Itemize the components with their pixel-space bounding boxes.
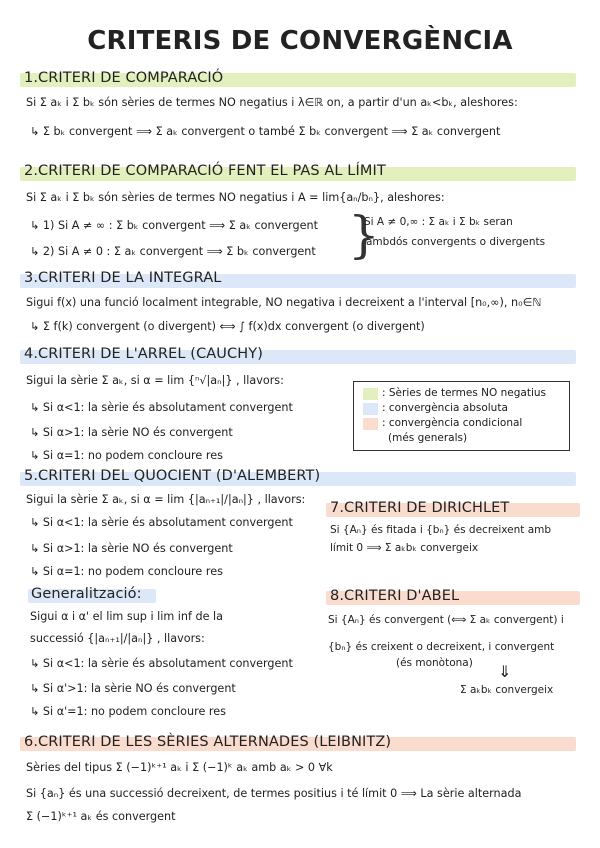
generalization-line-2: successió {|aₙ₊₁|/|aₙ|} , llavors: — [30, 632, 205, 645]
section-5-heading: 5.CRITERI DEL QUOCIENT (D'ALEMBERT) — [24, 468, 321, 484]
section-5-line-4: ↳ Si α=1: no podem concloure res — [30, 565, 223, 578]
section-5-line-2: ↳ Si α<1: la sèrie és absolutament convergent — [30, 516, 293, 529]
section-4-heading: 4.CRITERI DE L'ARREL (CAUCHY) — [24, 346, 263, 362]
legend-swatch-green — [363, 388, 378, 400]
section-7-heading: 7.CRITERI DE DIRICHLET — [330, 500, 510, 516]
legend-text-3: : convergència condicional — [382, 417, 523, 429]
section-4-line-1: Sigui la sèrie Σ aₖ, si α = lim {ⁿ√|aₙ|} , llavors: — [26, 374, 284, 387]
section-2-line-3: ↳ 2) Si A ≠ 0 : Σ aₖ convergent ⟹ Σ bₖ convergent — [30, 245, 316, 258]
section-3-heading: 3.CRITERI DE LA INTEGRAL — [24, 270, 222, 286]
generalization-heading: Generalització: — [31, 586, 142, 602]
section-6-line-2: Si {aₙ} és una successió decreixent, de termes positius i té límit 0 ⟹ La sèrie alternada — [26, 787, 522, 800]
section-4-line-4: ↳ Si α=1: no podem concloure res — [30, 449, 223, 462]
section-1-line-2: ↳ Σ bₖ convergent ⟹ Σ aₖ convergent o també Σ bₖ convergent ⟹ Σ aₖ convergent — [30, 125, 501, 138]
legend-box — [353, 381, 570, 451]
section-2-line-2: ↳ 1) Si A ≠ ∞ : Σ bₖ convergent ⟹ Σ aₖ convergent — [30, 219, 318, 232]
section-6-line-3: Σ (−1)ᵏ⁺¹ aₖ és convergent — [26, 810, 176, 823]
generalization-line-5: ↳ Si α'=1: no podem concloure res — [30, 705, 226, 718]
section-2-line-1: Si Σ aₖ i Σ bₖ són sèries de termes NO negatius i A = lim{aₙ/bₙ}, aleshores: — [26, 191, 445, 204]
legend-text-2: : convergència absoluta — [382, 402, 508, 414]
section-8-line-1: Si {Aₙ} és convergent (⟺ Σ aₖ convergent) i — [328, 614, 564, 626]
section-1-line-1: Si Σ aₖ i Σ bₖ són sèries de termes NO negatius i λ∈ℝ on, a partir d'un aₖ<bₖ, aleshores: — [26, 96, 518, 109]
section-1-heading: 1.CRITERI DE COMPARACIÓ — [24, 70, 224, 86]
section-3-line-2: ↳ Σ f(k) convergent (o divergent) ⟺ ∫ f(x)dx convergent (o divergent) — [30, 320, 425, 333]
section-7-line-2: límit 0 ⟹ Σ aₖbₖ convergeix — [330, 542, 479, 554]
legend-text-1: : Sèries de termes NO negatius — [382, 387, 547, 399]
section-7-line-1: Si {Aₙ} és fitada i {bₙ} és decreixent amb — [330, 524, 552, 536]
section-5-line-1: Sigui la sèrie Σ aₖ, si α = lim {|aₙ₊₁|/|aₙ|} , llavors: — [26, 493, 306, 506]
generalization-line-3: ↳ Si α<1: la sèrie és absolutament convergent — [30, 657, 293, 670]
generalization-line-1: Sigui α i α' el lim sup i lim inf de la — [30, 610, 223, 623]
double-arrow-down-icon: ⇓ — [498, 662, 512, 681]
section-2-right-1: Si A ≠ 0,∞ : Σ aₖ i Σ bₖ seran — [364, 216, 513, 228]
section-8-line-2: {bₙ} és creixent o decreixent, i convergent — [328, 641, 555, 653]
section-2-heading: 2.CRITERI DE COMPARACIÓ FENT EL PAS AL LÍMIT — [24, 163, 386, 179]
section-5-line-3: ↳ Si α>1: la sèrie NO és convergent — [30, 542, 233, 555]
page-title: CRITERIS DE CONVERGÈNCIA — [87, 26, 513, 56]
section-8-line-3: (és monòtona) — [396, 657, 473, 669]
section-6-line-1: Sèries del tipus Σ (−1)ᵏ⁺¹ aₖ i Σ (−1)ᵏ aₖ amb aₖ > 0 ∀k — [26, 761, 333, 774]
legend-swatch-orange — [363, 418, 378, 430]
section-4-line-3: ↳ Si α>1: la sèrie NO és convergent — [30, 426, 233, 439]
section-6-heading: 6.CRITERI DE LES SÈRIES ALTERNADES (LEIBNITZ) — [24, 734, 392, 750]
brace-icon: } — [348, 206, 380, 264]
section-8-heading: 8.CRITERI D'ABEL — [330, 588, 460, 604]
generalization-line-4: ↳ Si α'>1: la sèrie NO és convergent — [30, 682, 236, 695]
legend-swatch-blue — [363, 403, 378, 415]
section-8-line-4: Σ aₖbₖ convergeix — [460, 684, 554, 696]
section-3-line-1: Sigui f(x) una funció localment integrable, NO negativa i decreixent a l'interval [n₀,∞), n₀∈ℕ — [26, 296, 542, 309]
section-4-line-2: ↳ Si α<1: la sèrie és absolutament convergent — [30, 401, 293, 414]
legend-text-4: (més generals) — [388, 432, 468, 444]
section-2-right-2: ambdós convergents o divergents — [366, 236, 546, 248]
